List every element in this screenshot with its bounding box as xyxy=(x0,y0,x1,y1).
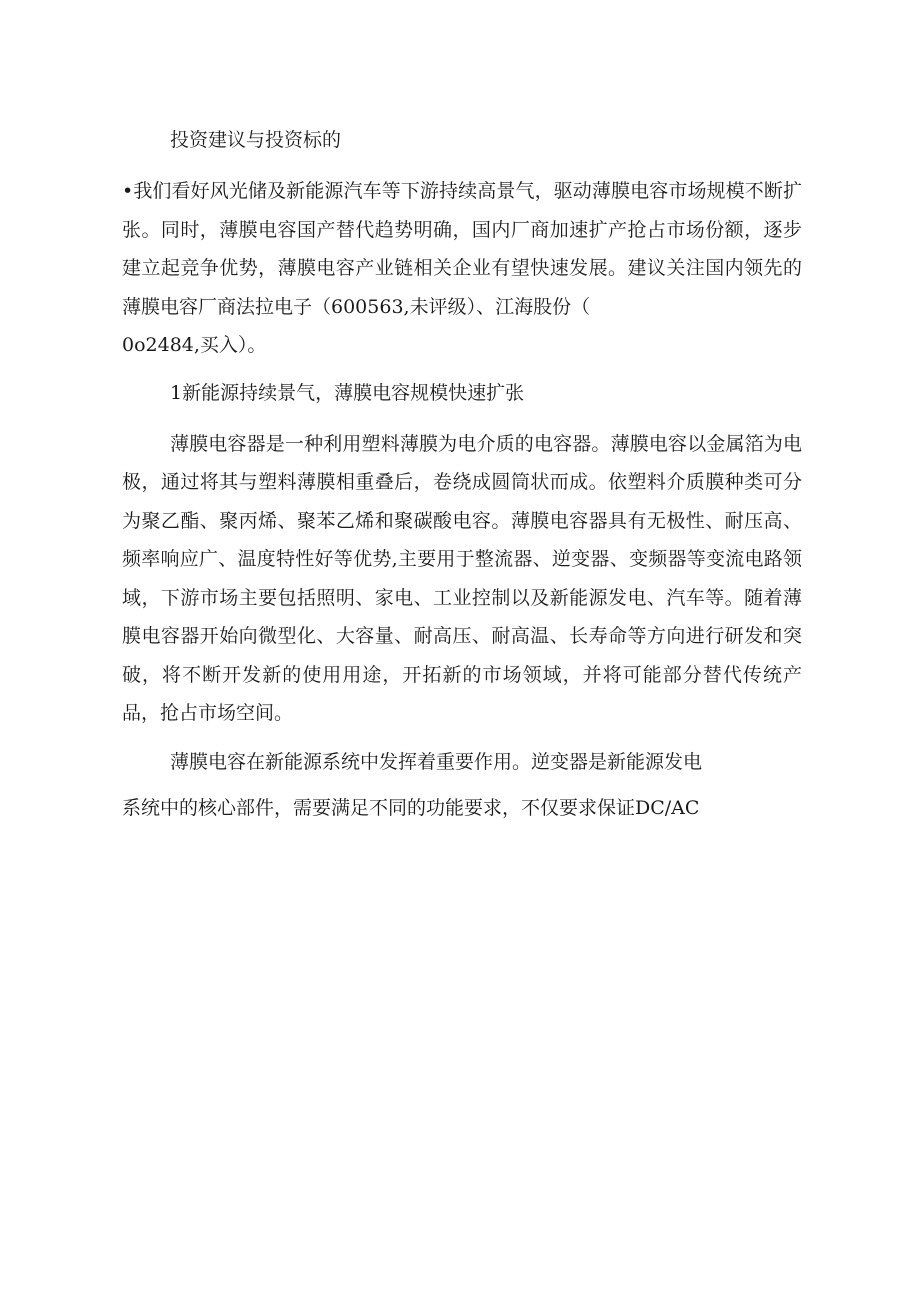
body-paragraph-2-line-2: 系统中的核心部件，需要满足不同的功能要求，不仅要求保证DC/AC xyxy=(122,797,700,819)
recommendation-text: •我们看好风光储及新能源汽车等下游持续高景气，驱动薄膜电容市场规模不断扩张。同时，薄膜电容国产替代趋势明确，国内厂商加速扩产抢占市场份额，逐步建立起竞争优势，薄膜电容产业链相关企业有望快速发展。建议关注国内领先的薄膜电容厂商法拉电子（600563,未评级）、江海股份（ xyxy=(122,180,802,318)
body-paragraph-1: 薄膜电容器是一种利用塑料薄膜为电介质的电容器。薄膜电容以金属箔为电极，通过将其与塑料薄膜相重叠后，卷绕成圆筒状而成。依塑料介质膜种类可分为聚乙酯、聚丙烯、聚苯乙烯和聚碳酸电容。薄膜电容器具有无极性、耐压高、频率响应广、温度特性好等优势,主要用于整流器、逆变器、变频器等变流电路领域，下游市场主要包括照明、家电、工业控制以及新能源发电、汽车等。随着薄膜电容器开始向微型化、大容量、耐高压、耐高温、长寿命等方向进行研发和突破，将不断开发新的使用用途，开拓新的市场领域，并将可能部分替代传统产品，抢占市场空间。 xyxy=(122,432,802,724)
document-body xyxy=(122,120,802,828)
recommendation-tail: 0o2484,买入）。 xyxy=(122,334,267,356)
body-paragraph-2-line-1: 薄膜电容在新能源系统中发挥着重要作用。逆变器是新能源发电 xyxy=(170,750,703,773)
subsection-title: 1新能源持续景气，薄膜电容规模快速扩张 xyxy=(170,381,525,404)
section-title: 投资建议与投资标的 xyxy=(170,129,342,151)
recommendation-paragraph xyxy=(122,172,802,365)
body-paragraph-2-continued xyxy=(122,789,802,828)
body-paragraph-2 xyxy=(122,743,802,782)
